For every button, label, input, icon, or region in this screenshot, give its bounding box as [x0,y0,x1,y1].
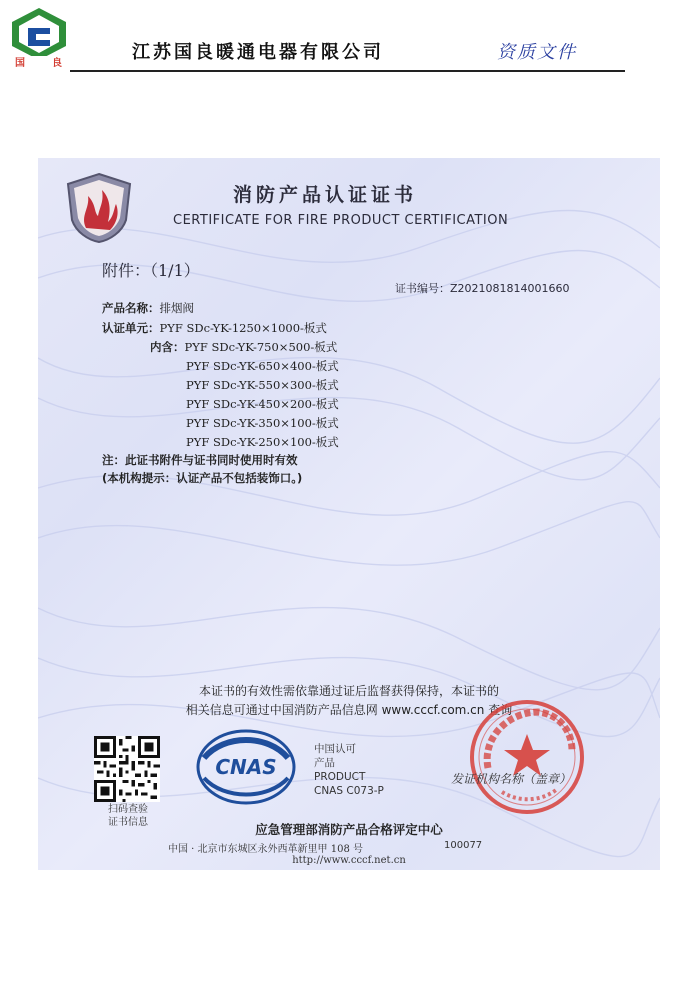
certificate-subtitle: CERTIFICATE FOR FIRE PRODUCT CERTIFICATION [173,213,509,228]
company-name: 江苏国良暖通电器有限公司 [132,42,384,63]
contains-item: PYF SDc-YK-250×100-板式 [186,435,339,449]
issuing-center: 应急管理部消防产品合格评定中心 [255,822,443,837]
official-seal-stamp [468,698,586,816]
company-logo [6,6,72,68]
cert-unit-row: 认证单元：PYF SDc-YK-1250×1000-板式 [102,321,327,335]
contains-item: PYF SDc-YK-550×300-板式 [186,378,339,392]
fire-certification-emblem [64,172,134,244]
cnas-accreditation-mark [194,728,298,806]
validity-statement: 本证书的有效性需依靠通过证后监督获得保持，本证书的 [198,684,499,698]
svg-text:良: 良 [52,58,62,68]
institution-note: (本机构提示：认证产品不包括装饰口。) [102,471,303,485]
certificate-title: 消防产品认证证书 [233,184,418,206]
attachment-number: 附件：（1/1） [102,261,200,280]
cnas-details: 中国认可 产品 PRODUCT CNAS C073-P [314,743,384,797]
cnas-logo-text: CNAS [215,755,277,779]
issuer-website: http://www.cccf.net.cn [292,855,406,866]
issuer-address: 中国 · 北京市东城区永外西革新里甲 108 号 [168,844,363,855]
certificate-number: 证书编号：Z2021081814001660 [395,282,570,295]
header-divider [70,70,625,72]
issuer-postcode: 100077 [444,840,483,851]
contains-item: PYF SDc-YK-450×200-板式 [186,397,339,411]
svg-text:国: 国 [15,58,25,68]
attachment-note: 注：此证书附件与证书同时使用时有效 [102,453,298,467]
certificate-image [38,158,660,870]
contains-item: PYF SDc-YK-650×400-板式 [186,359,339,373]
qr-code [94,736,160,802]
issuer-label: 发证机构名称（盖章） [451,772,572,786]
product-name-row: 产品名称：排烟阀 [102,301,194,315]
contains-item: PYF SDc-YK-350×100-板式 [186,416,339,430]
qr-code-label: 扫码查验 证书信息 [108,804,148,828]
document-type: 资质文件 [497,42,577,63]
contains-row: 内含：PYF SDc-YK-750×500-板式 [150,340,338,354]
validity-statement-query: 相关信息可通过中国消防产品信息网 www.cccf.com.cn 查询 [185,703,513,717]
